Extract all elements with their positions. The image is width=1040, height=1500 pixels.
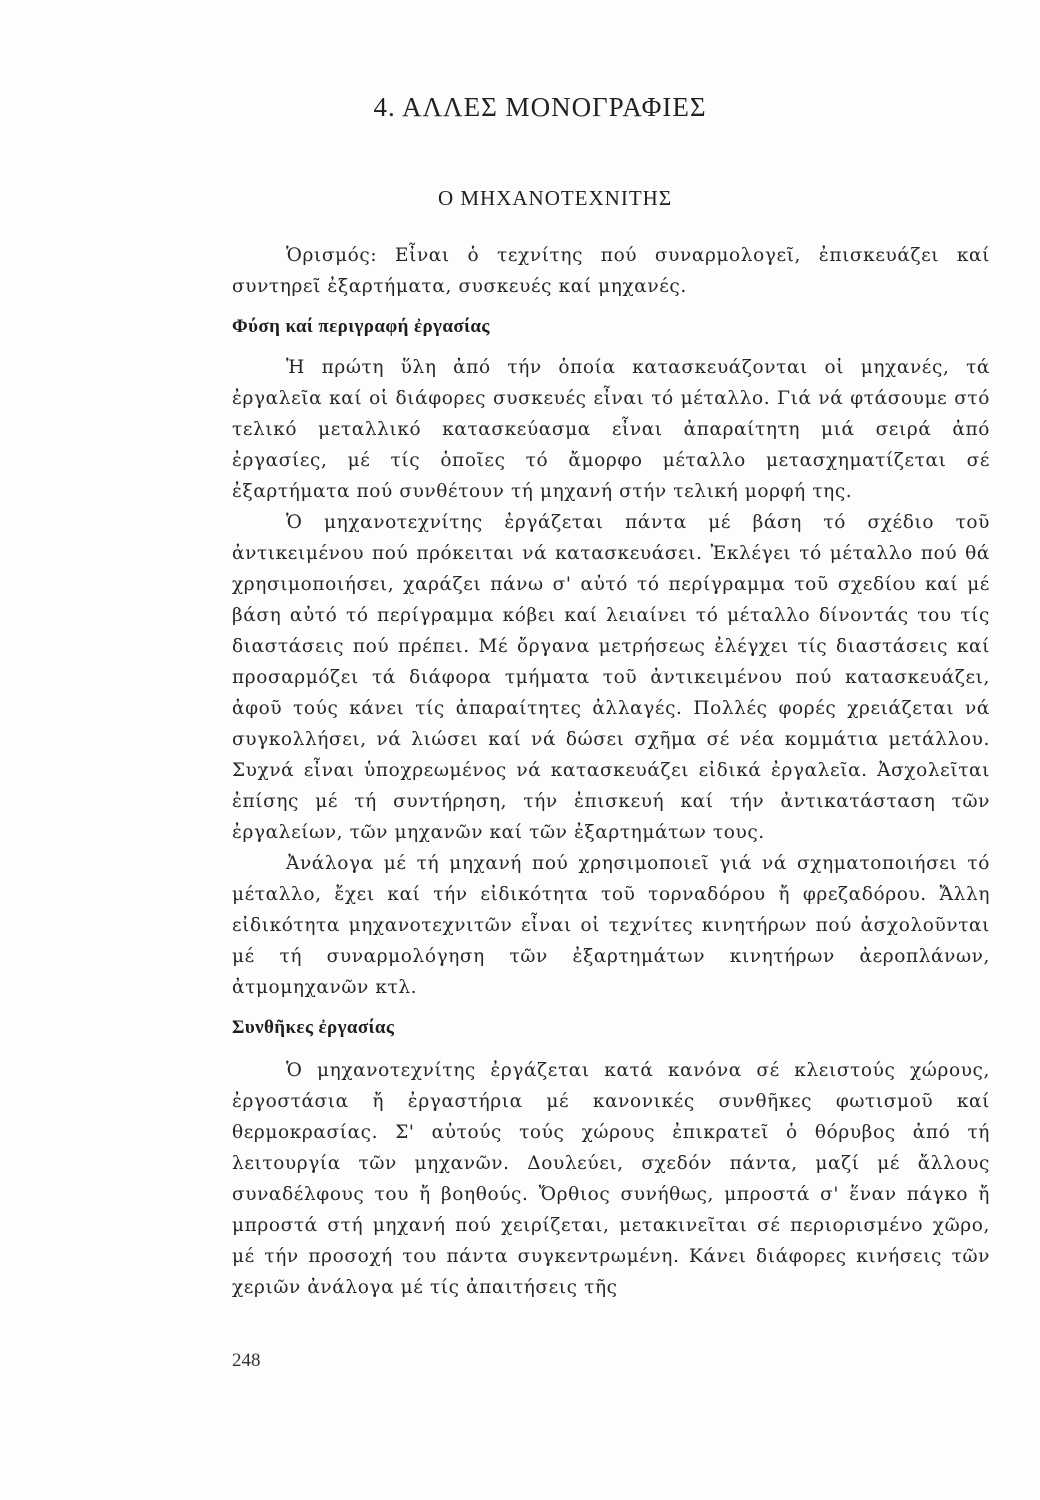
conditions-paragraph-1: Ὁ μηχανοτεχνίτης ἐργάζεται κατά κανόνα σέ κλειστούς χώρους, ἐργοστάσια ἤ ἐργαστήρια μέ κανονικές συνθῆκες φωτισμοῦ καί θερμοκρασίας. Σ' αὐτούς τούς χώρους ἐπικρατεῖ ὁ θόρυβος ἀπό τή λειτουργία τῶν μηχανῶν. Δουλεύει, σχεδόν πάντα, μαζί μέ ἄλλους συναδέλφους του ἤ βοηθούς. Ὄρθιος συνήθως, μπροστά σ' ἕναν πάγκο ἤ μπροστά στή μηχανή πού χειρίζεται, μετακινεῖται σέ περιορισμένο χῶρο, μέ τήν προσοχή του πάντα συγκεντρωμένη. Κάνει διάφορες κινήσεις τῶν χεριῶν ἀνάλογα μέ τίς ἀπαιτήσεις τῆς <box>232 1060 990 1298</box>
chapter-title: 4. ΑΛΛΕΣ ΜΟΝΟΓΡΑΦΙΕΣ <box>373 92 707 122</box>
nature-paragraph-3: Ἀνάλογα μέ τή μηχανή πού χρησιμοποιεῖ γιά νά σχηματοποιήσει τό μέταλλο, ἔχει καί τήν εἰδικότητα τοῦ τορναδόρου ἤ φρεζαδόρου. Ἄλλη εἰδικότητα μηχανοτεχνιτῶν εἶναι οἱ τεχνίτες κινητήρων πού ἀσχολοῦνται μέ τή συναρμολόγηση τῶν ἐξαρτημάτων κινητήρων ἀεροπλάνων, ἀτμομηχανῶν κτλ. <box>232 853 990 998</box>
heading-working-conditions: Συνθῆκες ἐργασίας <box>232 1017 395 1038</box>
heading-nature-of-work: Φύση καί περιγραφή ἐργασίας <box>232 316 490 337</box>
definition-paragraph: Ὁρισμός: Εἶναι ὁ τεχνίτης πού συναρμολογεῖ, ἐπισκευάζει καί συντηρεῖ ἐξαρτήματα, συσκευές καί μηχανές. <box>232 245 990 297</box>
page-number: 248 <box>232 1350 261 1371</box>
nature-paragraph-1: Ἡ πρώτη ὕλη ἀπό τήν ὁποία κατασκευάζονται οἱ μηχανές, τά ἐργαλεῖα καί οἱ διάφορες συσκευές εἶναι τό μέταλλο. Γιά νά φτάσουμε στό τελικό μεταλλικό κατασκεύασμα εἶναι ἀπαραίτητη μιά σειρά ἀπό ἐργασίες, μέ τίς ὁποῖες τό ἄμορφο μέταλλο μετασχηματίζεται σέ ἐξαρτήματα πού συνθέτουν τή μηχανή στήν τελική μορφή της. <box>232 357 990 502</box>
nature-paragraph-2: Ὁ μηχανοτεχνίτης ἐργάζεται πάντα μέ βάση τό σχέδιο τοῦ ἀντικειμένου πού πρόκειται νά κατασκευάσει. Ἐκλέγει τό μέταλλο πού θά χρησιμοποιήσει, χαράζει πάνω σ' αὐτό τό περίγραμμα τοῦ σχεδίου καί μέ βάση αὐτό τό περίγραμμα κόβει καί λειαίνει τό μέταλλο δίνοντάς του τίς διαστάσεις πού πρέπει. Μέ ὄργανα μετρήσεως ἐλέγχει τίς διαστάσεις καί προσαρμόζει τά διάφορα τμήματα τοῦ ἀντικειμένου πού κατασκευάζει, ἀφοῦ τούς κάνει τίς ἀπαραίτητες ἀλλαγές. Πολλές φορές χρειάζεται νά συγκολλήσει, νά λιώσει καί νά δώσει σχῆμα σέ νέα κομμάτια μετάλλου. Συχνά εἶναι ὑποχρεωμένος νά κατασκευάζει εἰδικά ἐργαλεῖα. Ἀσχολεῖται ἐπίσης μέ τή συντήρηση, τήν ἐπισκευή καί τήν ἀντικατάσταση τῶν ἐργαλείων, τῶν μηχανῶν καί τῶν ἐξαρτημάτων τους. <box>232 512 990 843</box>
section-title: Ο ΜΗΧΑΝΟΤΕΧΝΙΤΗΣ <box>437 186 673 210</box>
page-body <box>232 240 990 1303</box>
